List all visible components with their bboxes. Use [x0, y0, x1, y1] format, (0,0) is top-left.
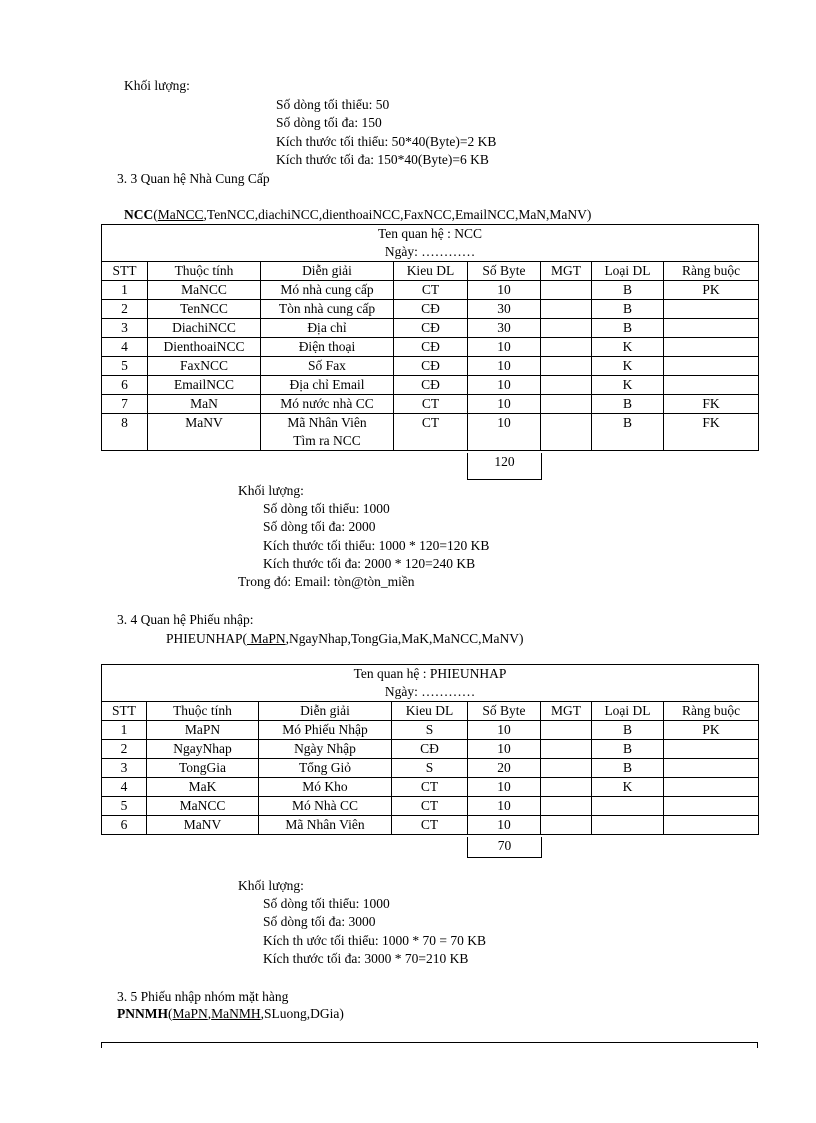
cell: 4 [102, 338, 148, 357]
header-cell: Số Byte [468, 702, 541, 721]
relation-name: Ten quan hệ : NCC [378, 226, 483, 241]
cell [541, 816, 592, 835]
cell: Tòn nhà cung cấp [261, 300, 394, 319]
cell: B [592, 740, 664, 759]
table-title-cell [102, 225, 759, 262]
cell [664, 759, 759, 778]
ncc-table [101, 224, 759, 451]
schema-open-paren: ( [153, 207, 158, 222]
cell: 10 [468, 338, 541, 357]
cell: MaNCC [147, 797, 259, 816]
header-cell: Thuộc tính [148, 262, 261, 281]
header-cell: STT [102, 262, 148, 281]
cell: B [592, 319, 664, 338]
table-header-row [102, 262, 759, 281]
min-size-line: Kích thước tối thiểu: 50*40(Byte)=2 KB [276, 134, 497, 149]
cell [541, 778, 592, 797]
header-cell: Loại DL [592, 702, 664, 721]
total-bytes-box: 70 [467, 837, 542, 858]
cell: 10 [468, 797, 541, 816]
cell: DienthoaiNCC [148, 338, 261, 357]
table-row [102, 414, 759, 451]
cell: TenNCC [148, 300, 261, 319]
cell [541, 395, 592, 414]
cell [541, 414, 592, 451]
schema-primary-key: MaNMH [211, 1006, 261, 1021]
cell: CĐ [394, 338, 468, 357]
cell-multiline [261, 414, 394, 451]
volume-label: Khối lượng: [124, 78, 190, 93]
cell: Điện thoại [261, 338, 394, 357]
cell [592, 797, 664, 816]
cell: S [392, 759, 468, 778]
cell: B [592, 395, 664, 414]
cell: CT [394, 414, 468, 451]
cell: Địa chỉ Email [261, 376, 394, 395]
cell: MaPN [147, 721, 259, 740]
table-row [102, 300, 759, 319]
cell: Số Fax [261, 357, 394, 376]
header-cell: Diễn giải [261, 262, 394, 281]
cell-line: Tìm ra NCC [293, 433, 361, 448]
cell: Tổng Giỏ [259, 759, 392, 778]
schema-phieunhap [166, 630, 524, 648]
cell: 10 [468, 357, 541, 376]
cell: DiachiNCC [148, 319, 261, 338]
cell: Mó Nhà CC [259, 797, 392, 816]
schema-attributes: ,NgayNhap,TongGia,MaK,MaNCC,MaNV) [285, 631, 524, 646]
cell: NgayNhap [147, 740, 259, 759]
max-rows-line: Số dòng tối đa: 150 [276, 115, 382, 130]
cell: CĐ [394, 319, 468, 338]
table-right-border [757, 1042, 758, 1048]
header-cell: MGT [541, 262, 592, 281]
min-size-line: Kích th ước tối thiểu: 1000 * 70 = 70 KB [263, 933, 487, 948]
cell: TongGia [147, 759, 259, 778]
cell: 10 [468, 395, 541, 414]
cell: 5 [102, 357, 148, 376]
table-top-border [101, 1042, 758, 1043]
cell: MaN [148, 395, 261, 414]
table-row [102, 395, 759, 414]
cell: 10 [468, 721, 541, 740]
schema-name: PHIEUNHAP( [166, 631, 247, 646]
max-size-line: Kích thước tối đa: 3000 * 70=210 KB [263, 951, 469, 966]
cell: 4 [102, 778, 147, 797]
cell: FK [664, 414, 759, 451]
table-row [102, 319, 759, 338]
phieunhap-table [101, 664, 759, 835]
cell [664, 778, 759, 797]
cell: 6 [102, 376, 148, 395]
cell: 20 [468, 759, 541, 778]
cell: 2 [102, 740, 147, 759]
schema-name: NCC [124, 207, 154, 222]
cell: Ngày Nhập [259, 740, 392, 759]
volume-label: Khối lượng: [238, 483, 304, 498]
cell [541, 357, 592, 376]
header-cell: Ràng buộc [664, 702, 759, 721]
cell [664, 816, 759, 835]
volume-label: Khối lượng: [238, 878, 304, 893]
section-heading-phieunhap: 3. 4 Quan hệ Phiếu nhập: [117, 612, 254, 627]
cell [541, 338, 592, 357]
header-cell: MGT [541, 702, 592, 721]
schema-primary-key: MaPN [172, 1006, 208, 1021]
schema-primary-key: MaNCC [157, 207, 204, 222]
cell: MaK [147, 778, 259, 797]
schema-open-paren: ( [168, 1006, 173, 1021]
table-row [102, 759, 759, 778]
cell: FK [664, 395, 759, 414]
cell [541, 376, 592, 395]
cell: Mó nước nhà CC [261, 395, 394, 414]
cell: CĐ [394, 357, 468, 376]
table-left-border [101, 1042, 102, 1048]
cell [664, 357, 759, 376]
min-size-line: Kích thước tối thiểu: 1000 * 120=120 KB [263, 538, 490, 553]
cell: MaNCC [148, 281, 261, 300]
cell: PK [664, 721, 759, 740]
cell [664, 319, 759, 338]
cell: CT [392, 778, 468, 797]
section-heading-ncc: 3. 3 Quan hệ Nhà Cung Cấp [117, 171, 270, 186]
cell: CT [394, 281, 468, 300]
cell: CĐ [392, 740, 468, 759]
cell: Địa chỉ [261, 319, 394, 338]
cell: Mó nhà cung cấp [261, 281, 394, 300]
cell: 7 [102, 395, 148, 414]
cell: 3 [102, 759, 147, 778]
cell [541, 721, 592, 740]
cell: 10 [468, 414, 541, 451]
cell: 1 [102, 281, 148, 300]
table-row [102, 721, 759, 740]
cell: Mó Kho [259, 778, 392, 797]
cell: 10 [468, 816, 541, 835]
cell: 1 [102, 721, 147, 740]
cell: 6 [102, 816, 147, 835]
table-row [102, 797, 759, 816]
header-cell: Số Byte [468, 262, 541, 281]
cell: 2 [102, 300, 148, 319]
cell: K [592, 778, 664, 797]
cell [541, 281, 592, 300]
cell: 10 [468, 740, 541, 759]
cell: CĐ [394, 300, 468, 319]
cell: EmailNCC [148, 376, 261, 395]
cell: B [592, 300, 664, 319]
schema-name: PNNMH [117, 1006, 168, 1021]
cell [541, 300, 592, 319]
table-row [102, 281, 759, 300]
cell: 10 [468, 281, 541, 300]
cell: MaNV [148, 414, 261, 451]
cell: B [592, 281, 664, 300]
cell [664, 338, 759, 357]
cell: K [592, 338, 664, 357]
min-rows-line: Số dòng tối thiểu: 50 [276, 97, 390, 112]
cell: B [592, 414, 664, 451]
schema-primary-key: MaPN [247, 631, 286, 646]
cell [541, 759, 592, 778]
table-row [102, 740, 759, 759]
cell: S [392, 721, 468, 740]
min-rows-line: Số dòng tối thiểu: 1000 [263, 896, 390, 911]
cell [541, 797, 592, 816]
table-row [102, 778, 759, 797]
max-size-line: Kích thước tối đa: 150*40(Byte)=6 KB [276, 152, 489, 167]
cell: CT [392, 797, 468, 816]
cell: K [592, 376, 664, 395]
cell: 30 [468, 319, 541, 338]
relation-date: Ngày: ………… [384, 244, 476, 259]
cell [664, 376, 759, 395]
cell [664, 797, 759, 816]
cell: CT [392, 816, 468, 835]
cell: CT [394, 395, 468, 414]
cell: 10 [468, 376, 541, 395]
cell [541, 319, 592, 338]
table-row [102, 338, 759, 357]
max-size-line: Kích thước tối đa: 2000 * 120=240 KB [263, 556, 476, 571]
cell-line: Mã Nhân Viên [287, 415, 367, 430]
cell [541, 740, 592, 759]
header-cell: STT [102, 702, 147, 721]
cell: MaNV [147, 816, 259, 835]
cell: 5 [102, 797, 147, 816]
schema-separator: , [207, 1006, 212, 1021]
table-row [102, 376, 759, 395]
table-row [102, 357, 759, 376]
table-row [102, 816, 759, 835]
cell: CĐ [394, 376, 468, 395]
header-cell: Thuộc tính [147, 702, 259, 721]
cell: Mã Nhân Viên [259, 816, 392, 835]
min-rows-line: Số dòng tối thiểu: 1000 [263, 501, 390, 516]
schema-attributes: ,SLuong,DGia) [260, 1006, 344, 1021]
header-cell: Loại DL [592, 262, 664, 281]
cell: 10 [468, 778, 541, 797]
section-heading-pnnmh: 3. 5 Phiếu nhập nhóm mặt hàng [117, 989, 289, 1004]
cell [664, 300, 759, 319]
cell [592, 816, 664, 835]
email-note: Trong đó: Email: tòn@tòn_miền [238, 574, 415, 589]
cell: Mó Phiếu Nhập [259, 721, 392, 740]
relation-date: Ngày: ………… [384, 684, 476, 699]
max-rows-line: Số dòng tối đa: 3000 [263, 914, 376, 929]
cell: B [592, 721, 664, 740]
cell: 3 [102, 319, 148, 338]
cell: PK [664, 281, 759, 300]
total-bytes-box: 120 [467, 453, 542, 480]
header-cell: Ràng buộc [664, 262, 759, 281]
schema-attributes: ,TenNCC,diachiNCC,dienthoaiNCC,FaxNCC,EmailNCC,MaN,MaNV) [203, 207, 592, 222]
table-title-row [102, 665, 759, 702]
cell: K [592, 357, 664, 376]
cell: 30 [468, 300, 541, 319]
schema-ncc [124, 206, 591, 224]
cell [664, 740, 759, 759]
table-title-row [102, 225, 759, 262]
header-cell: Kieu DL [394, 262, 468, 281]
header-cell: Kieu DL [392, 702, 468, 721]
header-cell: Diễn giải [259, 702, 392, 721]
table-header-row [102, 702, 759, 721]
cell: FaxNCC [148, 357, 261, 376]
cell: B [592, 759, 664, 778]
table-title-cell [102, 665, 759, 702]
schema-pnnmh [117, 1005, 344, 1023]
relation-name: Ten quan hệ : PHIEUNHAP [353, 666, 507, 681]
max-rows-line: Số dòng tối đa: 2000 [263, 519, 376, 534]
cell: 8 [102, 414, 148, 451]
